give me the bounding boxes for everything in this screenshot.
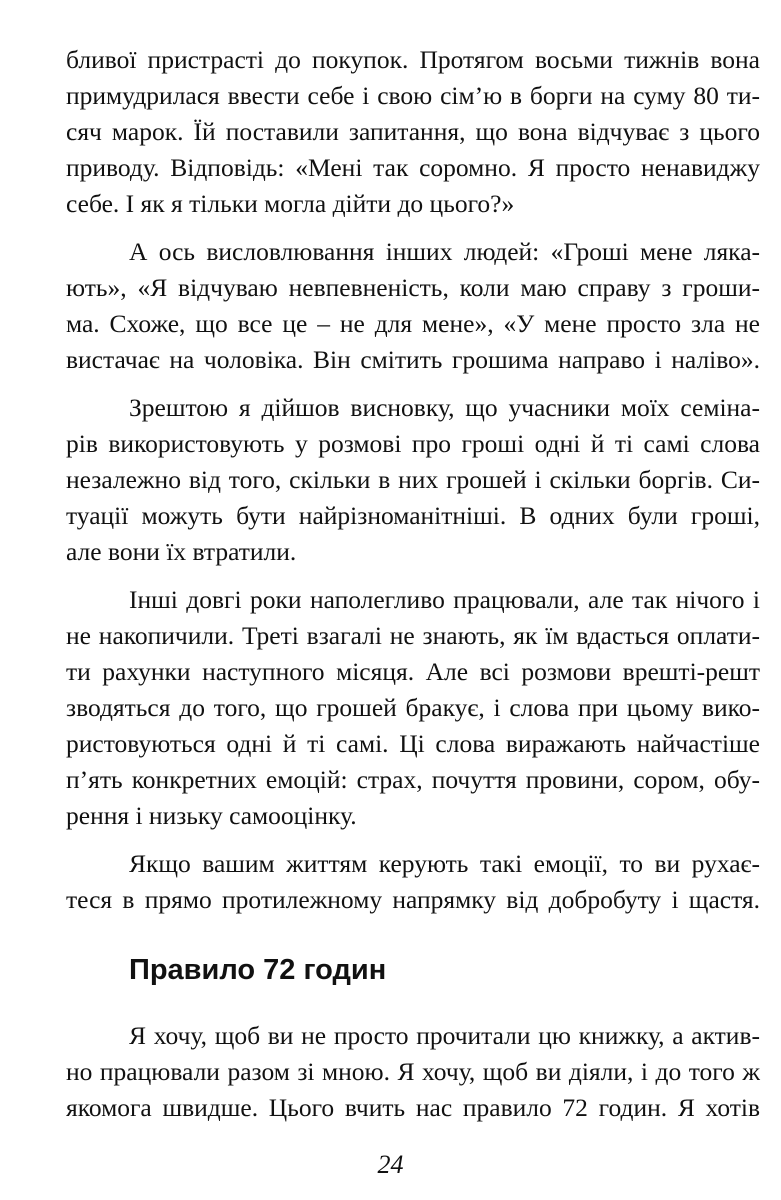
text-line: теся в прямо протилежному напрямку від добробуту і щастя. (66, 885, 760, 914)
text-line: п’ять конкретних емоцій: страх, почуття провини, сором, обу- (66, 765, 760, 794)
text-line: но працювали разом зі мною. Я хочу, щоб ви діяли, і до того ж (66, 1057, 760, 1086)
text-line: Інші довгі роки наполегливо працювали, але так нічого і (129, 585, 760, 614)
text-line: ма. Схоже, що все це – не для мене», «У мене просто зла не (66, 309, 760, 338)
text-line: бливої пристрасті до покупок. Протягом восьми тижнів вона (66, 45, 760, 74)
text-line: не накопичили. Треті взагалі не знають, як їм вдасться оплати- (66, 621, 760, 650)
text-line: Я хочу, щоб ви не просто прочитали цю книжку, а актив- (129, 1021, 760, 1050)
text-line: але вони їх втратили. (66, 537, 297, 566)
text-line: Якщо вашим життям керують такі емоції, то ви рухає- (129, 849, 760, 878)
text-line: зводяться до того, що грошей бракує, і слова при цьому вико- (66, 693, 760, 722)
text-line: якомога швидше. Цього вчить нас правило 72 годин. Я хотів (66, 1093, 760, 1122)
text-line: рів використовують у розмові про гроші одні й ті самі слова (66, 429, 760, 458)
text-line: Зрештою я дійшов висновку, що учасники моїх семіна- (129, 393, 760, 422)
text-line: рення і низьку самооцінку. (66, 801, 357, 830)
section-heading: Правило 72 годин (129, 954, 387, 986)
text-line: примудрилася ввести себе і свою сім’ю в борги на суму 80 ти- (66, 81, 760, 110)
text-line: ристовуються одні й ті самі. Ці слова виражають найчастіше (66, 729, 760, 758)
text-line: А ось висловлювання інших людей: «Гроші мене ляка- (129, 237, 760, 266)
text-line: вистачає на чоловіка. Він смітить грошима направо і наліво». (66, 345, 760, 374)
text-line: туації можуть бути найрізноманітніші. В одних були гроші, (66, 501, 760, 530)
text-line: сяч марок. Їй поставили запитання, що вона відчуває з цього (66, 117, 760, 146)
text-line: незалежно від того, скільки в них грошей і скільки боргів. Си- (66, 465, 760, 494)
text-line: ють», «Я відчуваю невпевненість, коли маю справу з гроши- (66, 273, 760, 302)
text-line: себе. І як я тільки могла дійти до цього?» (66, 189, 515, 218)
text-line: ти рахунки наступного місяця. Але всі розмови врешті-решт (66, 657, 760, 686)
page-number: 24 (377, 1150, 404, 1179)
text-line: приводу. Відповідь: «Мені так соромно. Я просто ненавиджу (66, 153, 760, 182)
